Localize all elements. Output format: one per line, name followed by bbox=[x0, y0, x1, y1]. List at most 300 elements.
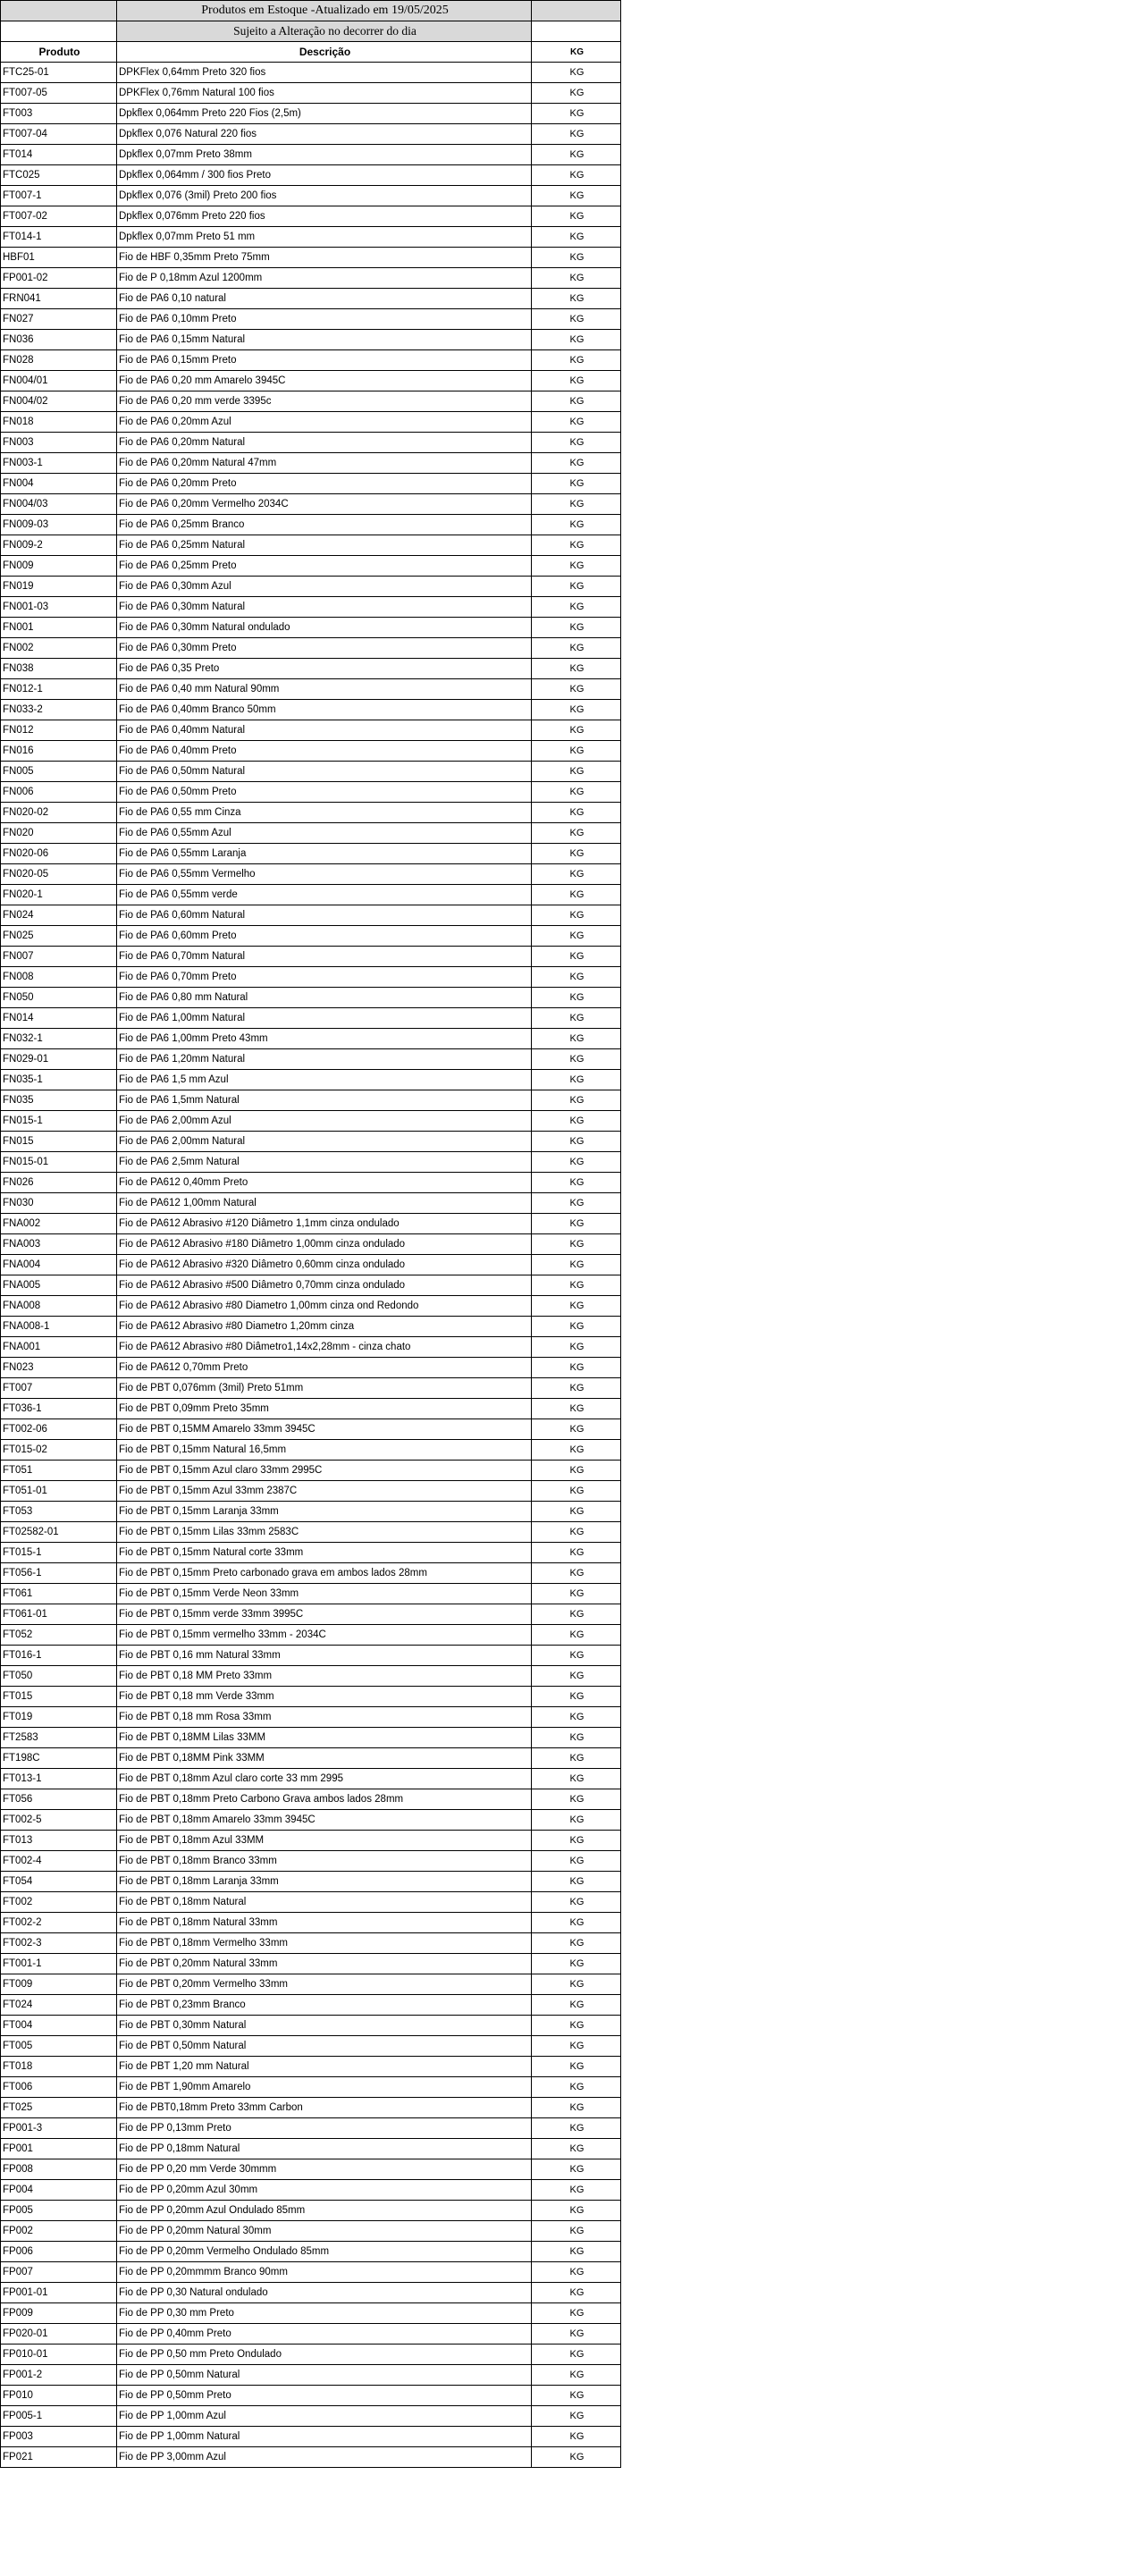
description-cell: Fio de PBT 0,18 MM Preto 33mm bbox=[117, 1666, 532, 1687]
table-row bbox=[1, 186, 621, 206]
unit-cell: KG bbox=[532, 494, 621, 515]
unit-cell: KG bbox=[532, 1090, 621, 1111]
product-code-cell: FT014-1 bbox=[1, 227, 117, 248]
table-row bbox=[1, 2118, 621, 2139]
product-code-cell: FT02582-01 bbox=[1, 1522, 117, 1543]
unit-cell: KG bbox=[532, 2139, 621, 2159]
column-header-product: Produto bbox=[1, 42, 117, 63]
description-cell: Fio de PBT 0,50mm Natural bbox=[117, 2036, 532, 2057]
product-code-cell: FT002-2 bbox=[1, 1913, 117, 1933]
description-cell: Fio de PBT 0,15MM Amarelo 33mm 3945C bbox=[117, 1419, 532, 1440]
table-row bbox=[1, 1604, 621, 1625]
table-row bbox=[1, 1522, 621, 1543]
table-row bbox=[1, 412, 621, 433]
description-cell: Fio de PBT 0,18 mm Rosa 33mm bbox=[117, 1707, 532, 1728]
unit-cell: KG bbox=[532, 2283, 621, 2303]
description-cell: Fio de PA6 0,55 mm Cinza bbox=[117, 803, 532, 823]
product-code-cell: FT036-1 bbox=[1, 1399, 117, 1419]
table-row bbox=[1, 1090, 621, 1111]
product-code-cell: FT056-1 bbox=[1, 1563, 117, 1584]
product-code-cell: FT001-1 bbox=[1, 1954, 117, 1974]
unit-cell: KG bbox=[532, 1789, 621, 1810]
table-row bbox=[1, 2139, 621, 2159]
product-code-cell: FP001-2 bbox=[1, 2365, 117, 2386]
product-code-cell: FN003 bbox=[1, 433, 117, 453]
description-cell: Fio de PA6 0,25mm Preto bbox=[117, 556, 532, 577]
table-row bbox=[1, 2098, 621, 2118]
description-cell: Fio de PA6 0,20mm Natural bbox=[117, 433, 532, 453]
description-cell: Fio de PA6 1,5 mm Azul bbox=[117, 1070, 532, 1090]
description-cell: Fio de PBT 0,15mm vermelho 33mm - 2034C bbox=[117, 1625, 532, 1646]
description-cell: Fio de PA612 Abrasivo #80 Diâmetro1,14x2,28mm - cinza chato bbox=[117, 1337, 532, 1358]
description-cell: Fio de PA6 0,30mm Azul bbox=[117, 577, 532, 597]
description-cell: Fio de PP 0,30 Natural ondulado bbox=[117, 2283, 532, 2303]
unit-cell: KG bbox=[532, 1563, 621, 1584]
unit-cell: KG bbox=[532, 1769, 621, 1789]
product-code-cell: FT052 bbox=[1, 1625, 117, 1646]
unit-cell: KG bbox=[532, 864, 621, 885]
description-cell: Fio de PBT 0,15mm Laranja 33mm bbox=[117, 1502, 532, 1522]
product-code-cell: FT002-4 bbox=[1, 1851, 117, 1872]
product-code-cell: FT024 bbox=[1, 1995, 117, 2016]
table-row bbox=[1, 577, 621, 597]
unit-cell: KG bbox=[532, 1152, 621, 1173]
description-cell: Fio de PA6 0,60mm Preto bbox=[117, 926, 532, 947]
banner-cell-left bbox=[1, 1, 117, 21]
product-code-cell: FN008 bbox=[1, 967, 117, 988]
unit-cell: KG bbox=[532, 83, 621, 104]
product-code-cell: FP003 bbox=[1, 2427, 117, 2447]
unit-cell: KG bbox=[532, 1604, 621, 1625]
description-cell: Fio de PA6 0,40mm Branco 50mm bbox=[117, 700, 532, 720]
description-cell: Fio de PBT 0,18mm Azul claro corte 33 mm 2995 bbox=[117, 1769, 532, 1789]
table-row bbox=[1, 1502, 621, 1522]
table-row bbox=[1, 597, 621, 618]
table-row bbox=[1, 1954, 621, 1974]
description-cell: Fio de PA6 1,5mm Natural bbox=[117, 1090, 532, 1111]
description-cell: Fio de PP 0,20mm Azul Ondulado 85mm bbox=[117, 2201, 532, 2221]
product-code-cell: FN015-01 bbox=[1, 1152, 117, 1173]
description-cell: Fio de PBT 0,18MM Pink 33MM bbox=[117, 1748, 532, 1769]
product-code-cell: FN020-02 bbox=[1, 803, 117, 823]
unit-cell: KG bbox=[532, 1872, 621, 1892]
table-body bbox=[1, 63, 621, 2468]
table-row bbox=[1, 2180, 621, 2201]
description-cell: Fio de PA6 0,20mm Vermelho 2034C bbox=[117, 494, 532, 515]
description-cell: Fio de PP 0,20mmmm Branco 90mm bbox=[117, 2262, 532, 2283]
description-cell: Fio de PP 0,13mm Preto bbox=[117, 2118, 532, 2139]
table-row bbox=[1, 967, 621, 988]
product-code-cell: FNA003 bbox=[1, 1234, 117, 1255]
product-code-cell: FN001-03 bbox=[1, 597, 117, 618]
description-cell: Fio de PA6 2,5mm Natural bbox=[117, 1152, 532, 1173]
unit-cell: KG bbox=[532, 1933, 621, 1954]
table-row bbox=[1, 2303, 621, 2324]
table-row bbox=[1, 1337, 621, 1358]
unit-cell: KG bbox=[532, 1502, 621, 1522]
description-cell: Fio de PBT 1,20 mm Natural bbox=[117, 2057, 532, 2077]
description-cell: Fio de PP 0,20mm Vermelho Ondulado 85mm bbox=[117, 2242, 532, 2262]
description-cell: Fio de PA6 0,20mm Azul bbox=[117, 412, 532, 433]
unit-cell: KG bbox=[532, 1481, 621, 1502]
unit-cell: KG bbox=[532, 165, 621, 186]
unit-cell: KG bbox=[532, 1954, 621, 1974]
description-cell: Fio de PA6 0,30mm Natural bbox=[117, 597, 532, 618]
unit-cell: KG bbox=[532, 844, 621, 864]
product-code-cell: FN014 bbox=[1, 1008, 117, 1029]
product-code-cell: FT003 bbox=[1, 104, 117, 124]
description-cell: Fio de PA6 1,00mm Natural bbox=[117, 1008, 532, 1029]
table-row bbox=[1, 1419, 621, 1440]
table-row bbox=[1, 1234, 621, 1255]
banner-cell-right bbox=[532, 1, 621, 21]
product-code-cell: FT007-04 bbox=[1, 124, 117, 145]
table-row bbox=[1, 2036, 621, 2057]
product-code-cell: FN018 bbox=[1, 412, 117, 433]
unit-cell: KG bbox=[532, 905, 621, 926]
table-row bbox=[1, 1789, 621, 1810]
product-code-cell: FP005-1 bbox=[1, 2406, 117, 2427]
table-row bbox=[1, 1214, 621, 1234]
description-cell: Fio de PP 0,50 mm Preto Ondulado bbox=[117, 2344, 532, 2365]
table-row bbox=[1, 782, 621, 803]
table-row bbox=[1, 1872, 621, 1892]
column-header-description: Descrição bbox=[117, 42, 532, 63]
table-row bbox=[1, 1625, 621, 1646]
unit-cell: KG bbox=[532, 679, 621, 700]
table-row bbox=[1, 1748, 621, 1769]
product-code-cell: FN007 bbox=[1, 947, 117, 967]
unit-cell: KG bbox=[532, 1214, 621, 1234]
product-code-cell: FT051 bbox=[1, 1461, 117, 1481]
description-cell: DPKFlex 0,64mm Preto 320 fios bbox=[117, 63, 532, 83]
table-row bbox=[1, 309, 621, 330]
product-code-cell: FT054 bbox=[1, 1872, 117, 1892]
unit-cell: KG bbox=[532, 1666, 621, 1687]
unit-cell: KG bbox=[532, 1625, 621, 1646]
unit-cell: KG bbox=[532, 1070, 621, 1090]
description-cell: Fio de PA6 0,30mm Natural ondulado bbox=[117, 618, 532, 638]
table-row bbox=[1, 1132, 621, 1152]
banner-cell-right bbox=[532, 21, 621, 42]
table-row bbox=[1, 638, 621, 659]
description-cell: Fio de PBT 0,23mm Branco bbox=[117, 1995, 532, 2016]
table-row bbox=[1, 823, 621, 844]
description-cell: Fio de PA612 0,40mm Preto bbox=[117, 1173, 532, 1193]
table-row bbox=[1, 1543, 621, 1563]
unit-cell: KG bbox=[532, 2365, 621, 2386]
description-cell: Fio de PA6 0,20mm Preto bbox=[117, 474, 532, 494]
product-code-cell: FN035 bbox=[1, 1090, 117, 1111]
product-code-cell: FNA005 bbox=[1, 1275, 117, 1296]
product-code-cell: FN015-1 bbox=[1, 1111, 117, 1132]
table-row bbox=[1, 926, 621, 947]
unit-cell: KG bbox=[532, 1892, 621, 1913]
table-row bbox=[1, 2283, 621, 2303]
description-cell: Fio de PBT 0,18MM Lilas 33MM bbox=[117, 1728, 532, 1748]
product-code-cell: FN006 bbox=[1, 782, 117, 803]
unit-cell: KG bbox=[532, 720, 621, 741]
description-cell: Fio de PBT 0,18mm Preto Carbono Grava ambos lados 28mm bbox=[117, 1789, 532, 1810]
unit-cell: KG bbox=[532, 1974, 621, 1995]
table-row bbox=[1, 1666, 621, 1687]
description-cell: Fio de PBT 0,18mm Vermelho 33mm bbox=[117, 1933, 532, 1954]
table-row bbox=[1, 1461, 621, 1481]
description-cell: Fio de PA6 2,00mm Natural bbox=[117, 1132, 532, 1152]
unit-cell: KG bbox=[532, 206, 621, 227]
description-cell: Fio de PBT 0,076mm (3mil) Preto 51mm bbox=[117, 1378, 532, 1399]
table-row bbox=[1, 1933, 621, 1954]
product-code-cell: FNA008 bbox=[1, 1296, 117, 1317]
product-code-cell: FN020-06 bbox=[1, 844, 117, 864]
description-cell: Fio de PP 0,40mm Preto bbox=[117, 2324, 532, 2344]
product-code-cell: FT002 bbox=[1, 1892, 117, 1913]
description-cell: Fio de PBT 0,16 mm Natural 33mm bbox=[117, 1646, 532, 1666]
unit-cell: KG bbox=[532, 1831, 621, 1851]
unit-cell: KG bbox=[532, 1111, 621, 1132]
product-code-cell: FT013 bbox=[1, 1831, 117, 1851]
product-code-cell: FT002-3 bbox=[1, 1933, 117, 1954]
unit-cell: KG bbox=[532, 391, 621, 412]
description-cell: Fio de PBT 0,15mm Natural 16,5mm bbox=[117, 1440, 532, 1461]
description-cell: Fio de PBT 0,15mm Verde Neon 33mm bbox=[117, 1584, 532, 1604]
table-row bbox=[1, 1399, 621, 1419]
product-code-cell: FT014 bbox=[1, 145, 117, 165]
unit-cell: KG bbox=[532, 741, 621, 762]
unit-cell: KG bbox=[532, 700, 621, 720]
unit-cell: KG bbox=[532, 618, 621, 638]
unit-cell: KG bbox=[532, 2221, 621, 2242]
unit-cell: KG bbox=[532, 1378, 621, 1399]
description-cell: Fio de PA6 0,30mm Preto bbox=[117, 638, 532, 659]
description-cell: Fio de PA6 0,25mm Branco bbox=[117, 515, 532, 535]
table-row bbox=[1, 1481, 621, 1502]
product-code-cell: FT051-01 bbox=[1, 1481, 117, 1502]
unit-cell: KG bbox=[532, 659, 621, 679]
product-code-cell: HBF01 bbox=[1, 248, 117, 268]
product-code-cell: FT016-1 bbox=[1, 1646, 117, 1666]
table-row bbox=[1, 1995, 621, 2016]
unit-cell: KG bbox=[532, 947, 621, 967]
description-cell: Fio de PP 0,20mm Azul 30mm bbox=[117, 2180, 532, 2201]
product-code-cell: FT015-02 bbox=[1, 1440, 117, 1461]
description-cell: Dpkflex 0,076mm Preto 220 fios bbox=[117, 206, 532, 227]
description-cell: Fio de PA6 0,70mm Preto bbox=[117, 967, 532, 988]
unit-cell: KG bbox=[532, 2057, 621, 2077]
product-code-cell: FN004/03 bbox=[1, 494, 117, 515]
description-cell: Fio de PA6 0,55mm verde bbox=[117, 885, 532, 905]
unit-cell: KG bbox=[532, 1461, 621, 1481]
description-cell: Fio de PBT0,18mm Preto 33mm Carbon bbox=[117, 2098, 532, 2118]
table-row bbox=[1, 700, 621, 720]
product-code-cell: FT018 bbox=[1, 2057, 117, 2077]
column-header-unit: KG bbox=[532, 42, 621, 63]
table-row bbox=[1, 2242, 621, 2262]
description-cell: Fio de PA6 0,20mm Natural 47mm bbox=[117, 453, 532, 474]
table-row bbox=[1, 1584, 621, 1604]
description-cell: Fio de PA6 0,40mm Natural bbox=[117, 720, 532, 741]
table-row bbox=[1, 1440, 621, 1461]
table-row bbox=[1, 165, 621, 186]
product-code-cell: FT061-01 bbox=[1, 1604, 117, 1625]
product-code-cell: FP005 bbox=[1, 2201, 117, 2221]
page-subtitle: Sujeito a Alteração no decorrer do dia bbox=[117, 21, 532, 42]
table-row bbox=[1, 947, 621, 967]
description-cell: Dpkflex 0,064mm / 300 fios Preto bbox=[117, 165, 532, 186]
table-row bbox=[1, 1831, 621, 1851]
description-cell: Fio de PBT 0,18mm Branco 33mm bbox=[117, 1851, 532, 1872]
description-cell: Fio de PA6 2,00mm Azul bbox=[117, 1111, 532, 1132]
unit-cell: KG bbox=[532, 2016, 621, 2036]
description-cell: Fio de PA6 0,55mm Laranja bbox=[117, 844, 532, 864]
unit-cell: KG bbox=[532, 1687, 621, 1707]
unit-cell: KG bbox=[532, 2344, 621, 2365]
product-code-cell: FN016 bbox=[1, 741, 117, 762]
product-code-cell: FT050 bbox=[1, 1666, 117, 1687]
table-row bbox=[1, 1317, 621, 1337]
table-row bbox=[1, 2016, 621, 2036]
table-row bbox=[1, 2324, 621, 2344]
product-code-cell: FNA001 bbox=[1, 1337, 117, 1358]
table-row bbox=[1, 268, 621, 289]
product-code-cell: FN029-01 bbox=[1, 1049, 117, 1070]
product-code-cell: FT004 bbox=[1, 2016, 117, 2036]
description-cell: Fio de PA6 1,00mm Preto 43mm bbox=[117, 1029, 532, 1049]
unit-cell: KG bbox=[532, 2406, 621, 2427]
description-cell: Fio de PA6 0,55mm Azul bbox=[117, 823, 532, 844]
product-code-cell: FN020-1 bbox=[1, 885, 117, 905]
unit-cell: KG bbox=[532, 104, 621, 124]
product-code-cell: FT025 bbox=[1, 2098, 117, 2118]
description-cell: Fio de PBT 0,20mm Vermelho 33mm bbox=[117, 1974, 532, 1995]
product-code-cell: FN005 bbox=[1, 762, 117, 782]
description-cell: Fio de PBT 0,18mm Natural 33mm bbox=[117, 1913, 532, 1933]
table-row bbox=[1, 2077, 621, 2098]
description-cell: Fio de PBT 0,15mm Azul 33mm 2387C bbox=[117, 1481, 532, 1502]
description-cell: Fio de PBT 0,15mm Lilas 33mm 2583C bbox=[117, 1522, 532, 1543]
unit-cell: KG bbox=[532, 1296, 621, 1317]
table-row bbox=[1, 2159, 621, 2180]
unit-cell: KG bbox=[532, 1707, 621, 1728]
table-row bbox=[1, 1687, 621, 1707]
product-code-cell: FN026 bbox=[1, 1173, 117, 1193]
unit-cell: KG bbox=[532, 967, 621, 988]
table-row bbox=[1, 1707, 621, 1728]
unit-cell: KG bbox=[532, 597, 621, 618]
unit-cell: KG bbox=[532, 268, 621, 289]
product-code-cell: FTC25-01 bbox=[1, 63, 117, 83]
product-code-cell: FT007-02 bbox=[1, 206, 117, 227]
product-code-cell: FN020-05 bbox=[1, 864, 117, 885]
product-code-cell: FT006 bbox=[1, 2077, 117, 2098]
description-cell: Fio de PA6 0,35 Preto bbox=[117, 659, 532, 679]
table-row bbox=[1, 1378, 621, 1399]
description-cell: Fio de PA6 0,80 mm Natural bbox=[117, 988, 532, 1008]
product-code-cell: FP009 bbox=[1, 2303, 117, 2324]
table-row bbox=[1, 905, 621, 926]
description-cell: Fio de PBT 0,18mm Amarelo 33mm 3945C bbox=[117, 1810, 532, 1831]
product-code-cell: FP006 bbox=[1, 2242, 117, 2262]
product-code-cell: FT009 bbox=[1, 1974, 117, 1995]
unit-cell: KG bbox=[532, 2262, 621, 2283]
product-code-cell: FP001-3 bbox=[1, 2118, 117, 2139]
table-row bbox=[1, 1296, 621, 1317]
description-cell: Fio de PA6 0,50mm Natural bbox=[117, 762, 532, 782]
unit-cell: KG bbox=[532, 1317, 621, 1337]
table-row bbox=[1, 2344, 621, 2365]
description-cell: DPKFlex 0,76mm Natural 100 fios bbox=[117, 83, 532, 104]
product-code-cell: FP002 bbox=[1, 2221, 117, 2242]
product-code-cell: FN001 bbox=[1, 618, 117, 638]
table-row bbox=[1, 453, 621, 474]
unit-cell: KG bbox=[532, 2303, 621, 2324]
description-cell: Fio de PBT 1,90mm Amarelo bbox=[117, 2077, 532, 2098]
unit-cell: KG bbox=[532, 474, 621, 494]
unit-cell: KG bbox=[532, 1399, 621, 1419]
unit-cell: KG bbox=[532, 1234, 621, 1255]
product-code-cell: FN050 bbox=[1, 988, 117, 1008]
unit-cell: KG bbox=[532, 433, 621, 453]
unit-cell: KG bbox=[532, 1008, 621, 1029]
product-code-cell: FN023 bbox=[1, 1358, 117, 1378]
unit-cell: KG bbox=[532, 330, 621, 350]
table-row bbox=[1, 2386, 621, 2406]
description-cell: Fio de PA6 0,25mm Natural bbox=[117, 535, 532, 556]
description-cell: Fio de PBT 0,18 mm Verde 33mm bbox=[117, 1687, 532, 1707]
table-row bbox=[1, 1193, 621, 1214]
table-row bbox=[1, 2201, 621, 2221]
table-row bbox=[1, 1049, 621, 1070]
unit-cell: KG bbox=[532, 1748, 621, 1769]
description-cell: Fio de PBT 0,18mm Azul 33MM bbox=[117, 1831, 532, 1851]
table-row bbox=[1, 2365, 621, 2386]
table-row bbox=[1, 1646, 621, 1666]
product-code-cell: FT056 bbox=[1, 1789, 117, 1810]
description-cell: Fio de PA612 0,70mm Preto bbox=[117, 1358, 532, 1378]
description-cell: Fio de PP 0,20 mm Verde 30mmm bbox=[117, 2159, 532, 2180]
table-row bbox=[1, 1728, 621, 1748]
table-row bbox=[1, 988, 621, 1008]
unit-cell: KG bbox=[532, 803, 621, 823]
unit-cell: KG bbox=[532, 1173, 621, 1193]
table-row bbox=[1, 248, 621, 268]
description-cell: Fio de PBT 0,15mm verde 33mm 3995C bbox=[117, 1604, 532, 1625]
product-code-cell: FP001-01 bbox=[1, 2283, 117, 2303]
description-cell: Fio de PA6 0,10mm Preto bbox=[117, 309, 532, 330]
table-row bbox=[1, 659, 621, 679]
table-row bbox=[1, 1563, 621, 1584]
product-code-cell: FN009 bbox=[1, 556, 117, 577]
description-cell: Fio de PP 1,00mm Natural bbox=[117, 2427, 532, 2447]
product-code-cell: FP010-01 bbox=[1, 2344, 117, 2365]
unit-cell: KG bbox=[532, 1255, 621, 1275]
product-code-cell: FN004/02 bbox=[1, 391, 117, 412]
table-row bbox=[1, 679, 621, 700]
product-code-cell: FRN041 bbox=[1, 289, 117, 309]
product-code-cell: FP004 bbox=[1, 2180, 117, 2201]
unit-cell: KG bbox=[532, 823, 621, 844]
product-code-cell: FT061 bbox=[1, 1584, 117, 1604]
unit-cell: KG bbox=[532, 1029, 621, 1049]
table-row bbox=[1, 864, 621, 885]
product-code-cell: FT019 bbox=[1, 1707, 117, 1728]
description-cell: Fio de PBT 0,18mm Laranja 33mm bbox=[117, 1872, 532, 1892]
table-row bbox=[1, 1255, 621, 1275]
unit-cell: KG bbox=[532, 289, 621, 309]
product-code-cell: FT198C bbox=[1, 1748, 117, 1769]
unit-cell: KG bbox=[532, 1913, 621, 1933]
table-row bbox=[1, 803, 621, 823]
